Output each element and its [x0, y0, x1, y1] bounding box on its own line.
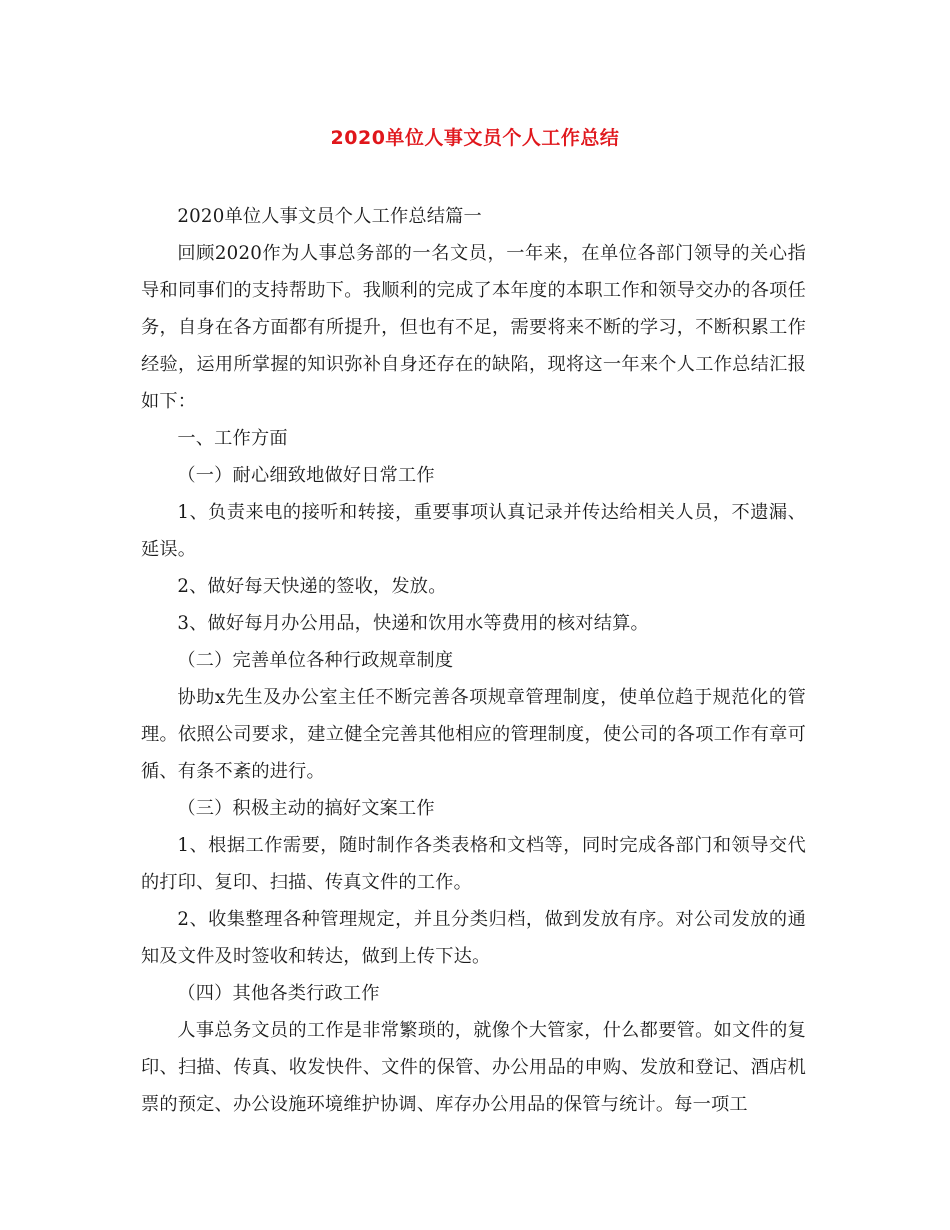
- subsection-heading: （二）完善单位各种行政规章制度: [177, 650, 454, 671]
- list-item: 2、收集整理各种管理规定，并且分类归档，做到发放有序。对公司发放的通知及文件及时签收和转达，做到上传下达。: [141, 909, 806, 967]
- list-item: 3、做好每月办公用品，快递和饮用水等费用的核对结算。: [177, 613, 649, 634]
- list-item: 1、负责来电的接听和转接，重要事项认真记录并传达给相关人员，不遗漏、延误。: [141, 502, 806, 560]
- document-title: 2020单位人事文员个人工作总结: [330, 127, 620, 149]
- subsection-heading: （一）耐心细致地做好日常工作: [177, 465, 435, 486]
- subsection-heading: （四）其他各类行政工作: [177, 983, 380, 1004]
- section-heading: 2020单位人事文员个人工作总结篇一: [177, 206, 482, 227]
- paragraph: 协助x先生及办公室主任不断完善各项规章管理制度，使单位趋于规范化的管理。依照公司要求，建立健全完善其他相应的管理制度，使公司的各项工作有章可循、有条不紊的进行。: [141, 687, 806, 782]
- document-body: [141, 198, 806, 1123]
- section-heading: 一、工作方面: [177, 428, 288, 449]
- paragraph: 回顾2020作为人事总务部的一名文员，一年来，在单位各部门领导的关心指导和同事们的支持帮助下。我顺利的完成了本年度的本职工作和领导交办的各项任务，自身在各方面都有所提升，但也有不足，需要将来不断的学习，不断积累工作经验，运用所掌握的知识弥补自身还存在的缺陷，现将这一年来个人工作总结汇报如下：: [141, 243, 806, 412]
- list-item: 1、根据工作需要，随时制作各类表格和文档等，同时完成各部门和领导交代的打印、复印、扫描、传真文件的工作。: [141, 835, 806, 893]
- list-item: 2、做好每天快递的签收，发放。: [177, 576, 447, 597]
- paragraph: 人事总务文员的工作是非常繁琐的，就像个大管家，什么都要管。如文件的复印、扫描、传真、收发快件、文件的保管、办公用品的申购、发放和登记、酒店机票的预定、办公设施环境维护协调、库存办公用品的保管与统计。每一项工: [141, 1020, 806, 1115]
- subsection-heading: （三）积极主动的搞好文案工作: [177, 798, 435, 819]
